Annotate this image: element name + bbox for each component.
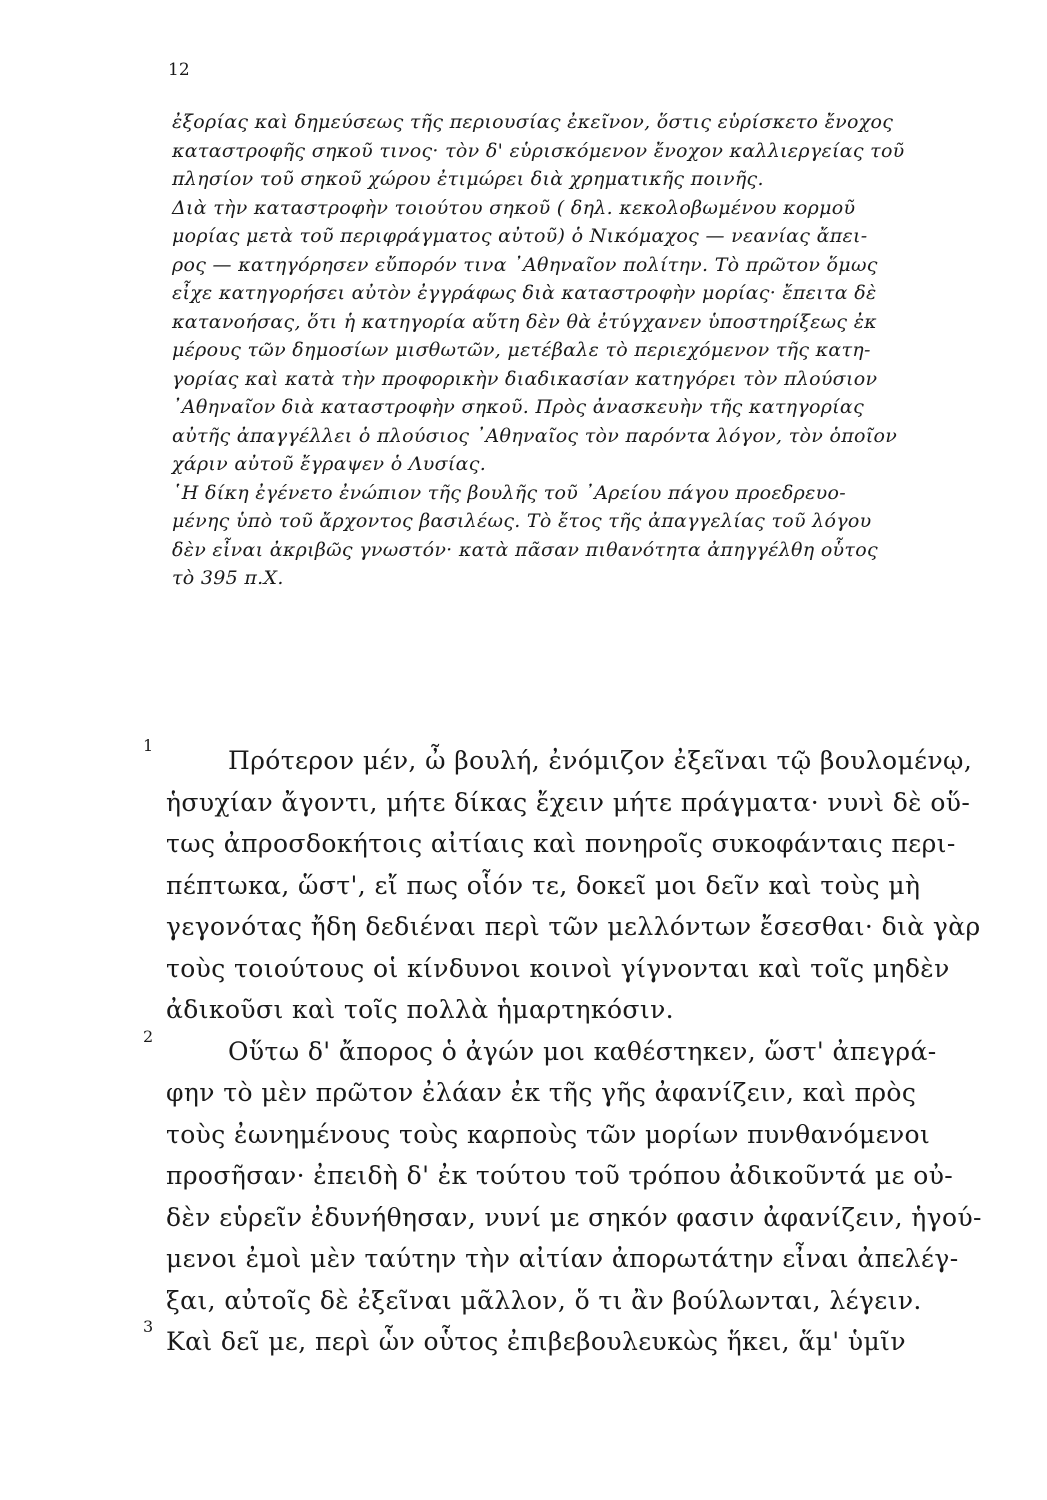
text-line-content: ξαι, αὐτοῖς δὲ ἐξεῖναι μᾶλλον, ὅ τι ἂν βούλωνται, λέγειν. [166, 1285, 922, 1315]
text-line-content: τοὺς τοιούτους οἱ κίνδυνοι κοινοὶ γίγνονται καὶ τοῖς μηδὲν [166, 953, 950, 983]
intro-line: ἐξορίας καὶ δημεύσεως τῆς περιουσίας ἐκεῖνον, ὅστις εὑρίσκετο ἔνοχος [172, 111, 894, 133]
intro-line: ῾Η δίκη ἐγένετο ἐνώπιον τῆς βουλῆς τοῦ ᾿Αρείου πάγου προεδρευο- [172, 481, 846, 504]
intro-line: ᾿Αθηναῖον διὰ καταστροφὴν σηκοῦ. Πρὸς ἀνασκευὴν τῆς κατηγορίας [172, 396, 865, 418]
intro-line: ρος — κατηγόρησεν εὔπορόν τινα ᾿Αθηναῖον πολίτην. Τὸ πρῶτον ὅμως [172, 253, 878, 276]
intro-line: μορίας μετὰ τοῦ περιφράγματος αὐτοῦ) ὁ Νικόμαχος — νεανίας ἄπει- [172, 225, 868, 247]
text-line-content: ἀδικοῦσι καὶ τοῖς πολλὰ ἡμαρτηκόσιν. [166, 995, 675, 1024]
text-line-content: μενοι ἐμοὶ μὲν ταύτην τὴν αἰτίαν ἀπορωτάτην εἶναι ἀπελέγ- [166, 1244, 959, 1273]
verse-number: 1 [143, 736, 154, 755]
text-line [143, 1317, 1016, 1363]
text-line [166, 1155, 1016, 1197]
text-line-content: δὲν εὑρεῖν ἐδυνήθησαν, νυνί με σηκόν φασιν ἀφανίζειν, ἡγού- [166, 1202, 982, 1232]
text-line-content: τοὺς ἐωνημένους τοὺς καρποὺς τῶν μορίων πυνθανόμενοι [166, 1119, 931, 1149]
text-line [143, 736, 1016, 782]
intro-line: Διὰ τὴν καταστροφὴν τοιούτου σηκοῦ ( δηλ. κεκολοβωμένου κορμοῦ [172, 196, 856, 219]
intro-line: γορίας καὶ κατὰ τὴν προφορικὴν διαδικασίαν κατηγόρει τὸν πλούσιον [172, 367, 878, 390]
introduction [172, 108, 1017, 593]
text-line [143, 1026, 1016, 1073]
intro-line: μένης ὑπὸ τοῦ ἄρχοντος βασιλέως. Τὸ ἔτος τῆς ἀπαγγελίας τοῦ λόγου [172, 510, 872, 532]
text-line [166, 1114, 1016, 1156]
intro-line: πλησίον τοῦ σηκοῦ χώρου ἐτιμώρει διὰ χρηματικῆς ποινῆς. [172, 168, 764, 190]
text-line-content: τως ἀπροσδοκήτοις αἰτίαις καὶ πονηροῖς συκοφάνταις περι- [166, 829, 956, 858]
text-line [166, 948, 1016, 990]
intro-line: μέρους τῶν δημοσίων μισθωτῶν, μετέβαλε τὸ περιεχόμενον τῆς κατη- [172, 339, 871, 361]
text-line-content: Πρότερον μέν, ὦ βουλή, ἐνόμιζον ἐξεῖναι τῷ βουλομένῳ, [228, 746, 973, 775]
text-line-content: γεγονότας ἤδη δεδιέναι περὶ τῶν μελλόντων ἔσεσθαι· διὰ γὰρ [166, 912, 981, 941]
intro-line: χάριν αὐτοῦ ἔγραψεν ὁ Λυσίας. [172, 453, 487, 475]
text-line-content: Καὶ δεῖ με, περὶ ὧν οὗτος ἐπιβεβουλευκὼς ἥκει, ἅμ' ὑμῖν [166, 1327, 906, 1356]
text-line [166, 989, 1016, 1031]
intro-line: καταστροφῆς σηκοῦ τινος· τὸν δ' εὑρισκόμενον ἔνοχον καλλιεργείας τοῦ [172, 139, 905, 162]
text-line [166, 1072, 1016, 1114]
intro-line: εἶχε κατηγορήσει αὐτὸν ἐγγράφως διὰ καταστροφὴν μορίας· ἔπειτα δὲ [172, 282, 877, 304]
greek-text [143, 736, 1016, 1363]
text-line-content: ἡσυχίαν ἄγοντι, μήτε δίκας ἔχειν μήτε πράγματα· νυνὶ δὲ οὕ- [166, 787, 971, 817]
text-line [166, 865, 1016, 907]
verse-number: 2 [143, 1026, 154, 1046]
intro-line: δὲν εἶναι ἀκριβῶς γνωστόν· κατὰ πᾶσαν πιθανότητα ἀπηγγέλθη οὗτος [172, 538, 878, 561]
intro-line: αὐτῆς ἀπαγγέλλει ὁ πλούσιος ᾿Αθηναῖος τὸν παρόντα λόγον, τὸν ὁποῖον [172, 424, 898, 447]
intro-line: κατανοήσας, ὅτι ἡ κατηγορία αὕτη δὲν θὰ ἐτύγχανεν ὑποστηρίξεως ἐκ [172, 310, 877, 333]
text-line [166, 1238, 1016, 1280]
text-line [166, 1197, 1016, 1239]
verse-number: 3 [143, 1317, 154, 1336]
text-line-content: προσῆσαν· ἐπειδὴ δ' ἐκ τούτου τοῦ τρόπου ἀδικοῦντά με οὐ- [166, 1161, 954, 1190]
text-line [166, 782, 1016, 824]
text-line [166, 823, 1016, 865]
text-line [166, 906, 1016, 948]
text-line-content: φην τὸ μὲν πρῶτον ἐλάαν ἐκ τῆς γῆς ἀφανίζειν, καὶ πρὸς [166, 1078, 917, 1107]
intro-line: τὸ 395 π.Χ. [172, 567, 284, 589]
text-line [166, 1280, 1016, 1322]
text-line-content: πέπτωκα, ὥστ', εἴ πως οἷόν τε, δοκεῖ μοι δεῖν καὶ τοὺς μὴ [166, 870, 921, 900]
text-line-content: Οὕτω δ' ἄπορος ὁ ἀγών μοι καθέστηκεν, ὥστ' ἀπεγρά- [228, 1036, 937, 1066]
page-number: 12 [168, 60, 190, 80]
